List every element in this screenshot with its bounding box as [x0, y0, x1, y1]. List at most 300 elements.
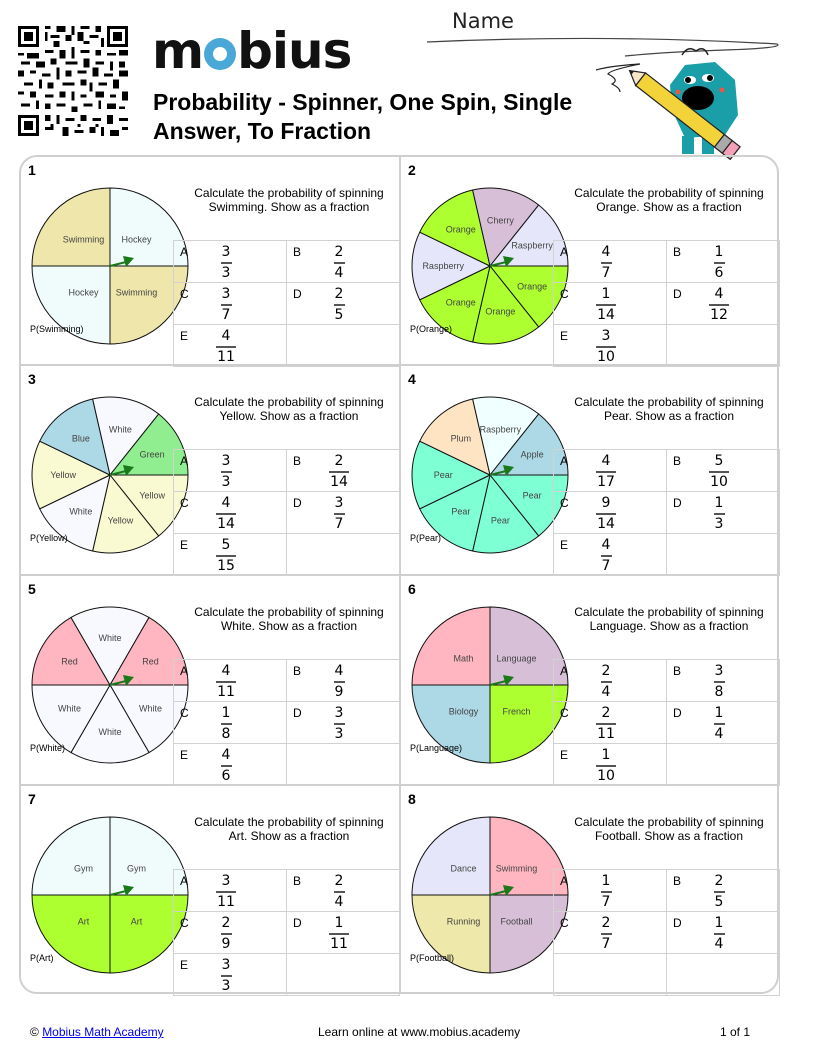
- option-letter: C: [180, 287, 189, 301]
- question-card: [21, 576, 401, 786]
- fraction-denominator: 11: [217, 683, 235, 700]
- fraction-numerator: 9: [601, 495, 611, 511]
- question-number: 3: [28, 371, 36, 387]
- spinner-slice-label: Swimming: [115, 287, 158, 298]
- answer-option-e[interactable]: [174, 534, 287, 576]
- fraction: [705, 873, 733, 910]
- fraction: [705, 663, 733, 700]
- answer-option-b[interactable]: [667, 660, 780, 702]
- fraction: [705, 705, 733, 742]
- fraction: [325, 705, 353, 742]
- answer-option-b[interactable]: [667, 870, 780, 912]
- option-letter: C: [560, 496, 569, 510]
- fraction-numerator: 3: [221, 244, 231, 260]
- option-letter: A: [180, 454, 189, 468]
- answer-option-b[interactable]: [287, 870, 400, 912]
- fraction-numerator: 1: [714, 705, 724, 721]
- fraction: [212, 747, 240, 784]
- fraction: [592, 747, 620, 784]
- question-text: Calculate the probability of spinning Yellow. Show as a fraction: [194, 395, 384, 423]
- empty-answer-cell: [287, 744, 400, 786]
- question-number: 1: [28, 162, 36, 178]
- empty-answer-cell: [667, 534, 780, 576]
- spinner-slice-label: Yellow: [107, 515, 134, 526]
- fraction-denominator: 5: [714, 893, 724, 910]
- fraction-denominator: 7: [221, 306, 231, 323]
- spinner-slice-label: Orange: [445, 297, 476, 308]
- option-letter: B: [673, 454, 682, 468]
- spinner-slice-label: Raspberry: [479, 424, 522, 435]
- fraction-numerator: 1: [714, 915, 724, 931]
- question-card: [401, 366, 779, 576]
- fraction-numerator: 4: [221, 495, 231, 511]
- fraction-numerator: 2: [221, 915, 231, 931]
- option-letter: A: [560, 245, 569, 259]
- fraction-numerator: 2: [601, 705, 611, 721]
- probability-label: P(Language): [410, 743, 463, 753]
- spinner-slice-label: Red: [61, 656, 78, 667]
- fraction-denominator: 8: [714, 683, 724, 700]
- probability-label: P(Pear): [410, 533, 442, 543]
- mobius-logo: m bius: [152, 22, 352, 80]
- empty-answer-cell: [287, 954, 400, 996]
- fraction-denominator: 7: [334, 515, 344, 532]
- spinner-slice-label: Yellow: [139, 490, 166, 501]
- spinner-slice-label: Orange: [445, 224, 476, 235]
- fraction-numerator: 4: [221, 747, 231, 763]
- option-letter: D: [293, 916, 302, 930]
- answer-option-d[interactable]: [667, 912, 780, 954]
- fraction: [212, 286, 240, 323]
- fraction: [325, 873, 353, 910]
- spinner-slice-label: Swimming: [62, 234, 105, 245]
- spinner-slice-label: Blue: [71, 433, 90, 444]
- fraction: [705, 286, 733, 323]
- fraction: [212, 873, 240, 910]
- empty-answer-cell: [554, 954, 667, 996]
- option-letter: A: [560, 874, 569, 888]
- answer-option-a[interactable]: [174, 660, 287, 702]
- fraction-numerator: 2: [601, 663, 611, 679]
- answer-options-table: [553, 659, 780, 786]
- option-letter: E: [560, 329, 569, 343]
- fraction-numerator: 4: [601, 537, 611, 553]
- question-number: 6: [408, 581, 416, 597]
- fraction: [592, 495, 620, 532]
- spinner-slice-label: Swimming: [495, 863, 538, 874]
- fraction-denominator: 3: [714, 515, 724, 532]
- fraction-denominator: 8: [221, 725, 231, 742]
- fraction-denominator: 11: [597, 725, 615, 742]
- question-number: 2: [408, 162, 416, 178]
- fraction: [592, 705, 620, 742]
- question-text: Calculate the probability of spinning Language. Show as a fraction: [574, 605, 764, 633]
- answer-option-d[interactable]: [287, 492, 400, 534]
- logo-o-icon: [204, 38, 236, 70]
- spinner-pie: [409, 604, 571, 766]
- spinner-slice-label: Art: [77, 916, 90, 927]
- fraction-numerator: 2: [334, 453, 344, 469]
- spinner-slice-label: Raspberry: [422, 261, 464, 271]
- mascot-illustration: [590, 40, 770, 160]
- answer-option-b[interactable]: [287, 660, 400, 702]
- option-letter: B: [673, 664, 682, 678]
- fraction: [212, 957, 240, 994]
- question-card: [21, 157, 401, 367]
- answer-option-a[interactable]: [174, 870, 287, 912]
- spinner-slice-label: Football: [500, 916, 533, 927]
- answer-option-a[interactable]: [554, 241, 667, 283]
- answer-option-e[interactable]: [174, 744, 287, 786]
- fraction: [592, 453, 620, 490]
- option-letter: B: [293, 245, 302, 259]
- empty-answer-cell: [287, 325, 400, 367]
- fraction-denominator: 10: [597, 348, 615, 365]
- question-text: Calculate the probability of spinning White. Show as a fraction: [194, 605, 384, 633]
- option-letter: D: [293, 706, 302, 720]
- spinner-slice-label: Biology: [448, 706, 479, 717]
- fraction-numerator: 3: [714, 663, 724, 679]
- answer-option-c[interactable]: [174, 912, 287, 954]
- spinner-slice-label: White: [98, 633, 122, 644]
- fraction: [325, 663, 353, 700]
- answer-option-d[interactable]: [667, 492, 780, 534]
- probability-label: P(Yellow): [30, 533, 68, 543]
- fraction: [705, 244, 733, 281]
- question-number: 8: [408, 791, 416, 807]
- spinner-slice-label: Red: [142, 656, 159, 667]
- spinner-slice-label: Hockey: [121, 234, 152, 245]
- option-letter: E: [180, 329, 189, 343]
- fraction-denominator: 17: [597, 473, 615, 490]
- option-letter: E: [180, 538, 189, 552]
- fraction: [592, 873, 620, 910]
- fraction: [705, 495, 733, 532]
- fraction-denominator: 4: [601, 683, 611, 700]
- option-letter: B: [673, 245, 682, 259]
- spinner-slice-label: Pear: [490, 515, 510, 526]
- fraction-numerator: 3: [221, 873, 231, 889]
- fraction-denominator: 9: [221, 935, 231, 952]
- empty-answer-cell: [667, 954, 780, 996]
- spinner-slice-label: French: [502, 706, 531, 717]
- empty-answer-cell: [667, 744, 780, 786]
- fraction-denominator: 10: [597, 767, 615, 784]
- spinner-slice-label: White: [139, 703, 163, 714]
- fraction-denominator: 3: [334, 725, 344, 742]
- answer-options-table: [553, 240, 780, 367]
- fraction-denominator: 4: [714, 935, 724, 952]
- answer-option-e[interactable]: [554, 534, 667, 576]
- fraction-numerator: 4: [714, 286, 724, 302]
- spinner-slice-label: Dance: [450, 863, 477, 874]
- spinner-pie: [29, 185, 191, 347]
- fraction-numerator: 4: [221, 663, 231, 679]
- mobius-academy-link[interactable]: Mobius Math Academy: [42, 1025, 164, 1039]
- fraction: [592, 915, 620, 952]
- spinner-slice-label: Plum: [450, 433, 472, 444]
- question-number: 7: [28, 791, 36, 807]
- fraction-denominator: 6: [714, 264, 724, 281]
- fraction-numerator: 3: [334, 705, 344, 721]
- fraction-denominator: 11: [217, 348, 235, 365]
- option-letter: B: [293, 874, 302, 888]
- fraction-numerator: 1: [334, 915, 344, 931]
- fraction: [592, 328, 620, 365]
- fraction-numerator: 4: [221, 328, 231, 344]
- fraction-denominator: 11: [330, 935, 348, 952]
- spinner-slice-label: Pear: [451, 506, 471, 517]
- fraction-denominator: 3: [221, 264, 231, 281]
- option-letter: A: [560, 664, 569, 678]
- fraction-numerator: 5: [221, 537, 231, 553]
- fraction: [592, 537, 620, 574]
- spinner-slice-label: Pear: [433, 470, 453, 480]
- fraction: [212, 495, 240, 532]
- fraction-numerator: 4: [601, 244, 611, 260]
- option-letter: D: [673, 496, 682, 510]
- option-letter: D: [673, 706, 682, 720]
- question-text: Calculate the probability of spinning Art. Show as a fraction: [194, 815, 384, 843]
- fraction-numerator: 3: [221, 453, 231, 469]
- fraction: [705, 453, 733, 490]
- answer-option-c[interactable]: [554, 492, 667, 534]
- fraction-numerator: 2: [334, 286, 344, 302]
- fraction: [212, 328, 240, 365]
- option-letter: B: [293, 454, 302, 468]
- answer-options-table: [173, 449, 400, 576]
- spinner-slice-label: Gym: [126, 863, 146, 874]
- fraction: [212, 705, 240, 742]
- answer-option-e[interactable]: [554, 744, 667, 786]
- answer-options-table: [173, 869, 400, 996]
- option-letter: E: [180, 748, 189, 762]
- spinner-pie: [29, 604, 191, 766]
- spinner-slice-label: Yellow: [50, 470, 77, 480]
- answer-option-d[interactable]: [667, 283, 780, 325]
- option-letter: D: [673, 916, 682, 930]
- spinner-slice-label: Orange: [517, 281, 548, 292]
- spinner-slice-label: White: [57, 703, 81, 714]
- spinner-pie: [29, 814, 191, 976]
- answer-option-c[interactable]: [554, 912, 667, 954]
- answer-option-d[interactable]: [667, 702, 780, 744]
- option-letter: B: [673, 874, 682, 888]
- question-text: Calculate the probability of spinning Football. Show as a fraction: [574, 815, 764, 843]
- fraction-denominator: 6: [221, 767, 231, 784]
- option-letter: A: [560, 454, 569, 468]
- fraction-denominator: 14: [597, 306, 615, 323]
- fraction-numerator: 1: [714, 495, 724, 511]
- answer-option-c[interactable]: [174, 702, 287, 744]
- fraction: [325, 495, 353, 532]
- spinner-slice-label: Pear: [522, 490, 542, 501]
- fraction-denominator: 4: [334, 893, 344, 910]
- question-number: 5: [28, 581, 36, 597]
- fraction-numerator: 3: [601, 328, 611, 344]
- fraction-denominator: 11: [217, 893, 235, 910]
- option-letter: A: [180, 664, 189, 678]
- fraction: [212, 244, 240, 281]
- question-text: Calculate the probability of spinning Pear. Show as a fraction: [574, 395, 764, 423]
- fraction-denominator: 10: [710, 473, 728, 490]
- spinner-slice-label: Apple: [520, 449, 544, 460]
- fraction-denominator: 7: [601, 935, 611, 952]
- spinner-pie: [409, 814, 571, 976]
- fraction-numerator: 3: [334, 495, 344, 511]
- fraction-numerator: 2: [601, 915, 611, 931]
- answer-option-a[interactable]: [554, 660, 667, 702]
- spinner-slice: [412, 817, 490, 895]
- answer-option-c[interactable]: [554, 702, 667, 744]
- fraction: [325, 453, 353, 490]
- page-title: Probability - Spinner, One Spin, Single Answer, To Fraction: [153, 89, 573, 144]
- spinner-slice: [32, 817, 110, 895]
- qr-code: [17, 26, 129, 136]
- probability-label: P(White): [30, 743, 66, 753]
- fraction-denominator: 14: [597, 515, 615, 532]
- spinner-slice-label: Gym: [74, 863, 94, 874]
- option-letter: D: [293, 287, 302, 301]
- spinner-slice-label: Math: [453, 653, 474, 664]
- question-card: [401, 157, 779, 367]
- spinner-slice-label: White: [98, 726, 122, 737]
- fraction-denominator: 14: [217, 515, 235, 532]
- answer-options-table: [553, 449, 780, 576]
- answer-option-d[interactable]: [287, 283, 400, 325]
- footer-copyright: [30, 1025, 164, 1039]
- answer-option-a[interactable]: [554, 870, 667, 912]
- fraction: [705, 915, 733, 952]
- answer-option-a[interactable]: [554, 450, 667, 492]
- probability-label: P(Art): [30, 953, 54, 963]
- spinner-slice-label: Language: [496, 653, 537, 664]
- empty-answer-cell: [667, 325, 780, 367]
- question-number: 4: [408, 371, 416, 387]
- fraction-denominator: 7: [601, 893, 611, 910]
- fraction-numerator: 2: [334, 873, 344, 889]
- fraction: [212, 663, 240, 700]
- answer-option-b[interactable]: [287, 450, 400, 492]
- question-text: Calculate the probability of spinning Swimming. Show as a fraction: [194, 186, 384, 214]
- probability-label: P(Swimming): [30, 324, 84, 334]
- page-number: 1 of 1: [720, 1025, 751, 1039]
- answer-options-table: [173, 659, 400, 786]
- fraction-denominator: 3: [221, 473, 231, 490]
- footer-learn-online: Learn online at www.mobius.academy: [318, 1025, 521, 1039]
- spinner-slice-label: Cherry: [486, 215, 514, 226]
- fraction-numerator: 1: [221, 705, 231, 721]
- spinner-slice-label: Hockey: [68, 287, 99, 298]
- fraction-denominator: 12: [710, 306, 728, 323]
- fraction-numerator: 1: [601, 286, 611, 302]
- spinner-slice-label: White: [108, 424, 132, 435]
- fraction-denominator: 4: [334, 264, 344, 281]
- option-letter: D: [673, 287, 682, 301]
- fraction-denominator: 7: [601, 557, 611, 574]
- answer-option-c[interactable]: [554, 283, 667, 325]
- probability-label: P(Orange): [410, 324, 453, 334]
- option-letter: C: [180, 916, 189, 930]
- answer-options-table: [553, 869, 780, 996]
- answer-option-c[interactable]: [174, 492, 287, 534]
- spinner-slice-label: Raspberry: [511, 240, 553, 251]
- option-letter: C: [180, 706, 189, 720]
- question-card: [21, 366, 401, 576]
- spinner-slice-label: Art: [130, 916, 143, 927]
- spinner-slice: [32, 188, 110, 266]
- answer-option-e[interactable]: [174, 325, 287, 367]
- answer-option-e[interactable]: [174, 954, 287, 996]
- spinner-pie: [409, 185, 571, 347]
- option-letter: A: [180, 245, 189, 259]
- fraction: [592, 663, 620, 700]
- question-card: [401, 576, 779, 786]
- fraction: [212, 537, 240, 574]
- option-letter: C: [560, 916, 569, 930]
- fraction: [592, 286, 620, 323]
- option-letter: E: [560, 748, 569, 762]
- option-letter: C: [560, 287, 569, 301]
- fraction-denominator: 4: [714, 725, 724, 742]
- question-card: [21, 786, 401, 996]
- spinner-slice: [412, 607, 490, 685]
- option-letter: A: [180, 874, 189, 888]
- answer-options-table: [173, 240, 400, 367]
- question-card: [401, 786, 779, 996]
- fraction-numerator: 2: [334, 244, 344, 260]
- option-letter: B: [293, 664, 302, 678]
- answer-option-d[interactable]: [287, 912, 400, 954]
- fraction-numerator: 2: [714, 873, 724, 889]
- fraction-numerator: 1: [601, 873, 611, 889]
- fraction-numerator: 4: [601, 453, 611, 469]
- answer-option-b[interactable]: [667, 450, 780, 492]
- fraction: [212, 915, 240, 952]
- fraction-numerator: 5: [714, 453, 724, 469]
- fraction-numerator: 1: [714, 244, 724, 260]
- answer-option-a[interactable]: [174, 450, 287, 492]
- fraction-denominator: 14: [330, 473, 348, 490]
- spinner-slice-label: White: [69, 506, 93, 517]
- fraction-denominator: 7: [601, 264, 611, 281]
- fraction-numerator: 3: [221, 957, 231, 973]
- option-letter: E: [180, 958, 189, 972]
- fraction-denominator: 9: [334, 683, 344, 700]
- answer-option-d[interactable]: [287, 702, 400, 744]
- fraction-numerator: 1: [601, 747, 611, 763]
- question-text: Calculate the probability of spinning Orange. Show as a fraction: [574, 186, 764, 214]
- option-letter: D: [293, 496, 302, 510]
- spinner-pie: [29, 394, 191, 556]
- probability-label: P(Football): [410, 953, 455, 963]
- answer-option-b[interactable]: [667, 241, 780, 283]
- fraction: [325, 915, 353, 952]
- fraction: [325, 244, 353, 281]
- spinner-slice-label: Running: [446, 916, 481, 927]
- answer-option-b[interactable]: [287, 241, 400, 283]
- fraction: [325, 286, 353, 323]
- fraction: [592, 244, 620, 281]
- answer-option-a[interactable]: [174, 241, 287, 283]
- name-label: Name: [452, 9, 514, 33]
- answer-option-e[interactable]: [554, 325, 667, 367]
- option-letter: C: [180, 496, 189, 510]
- option-letter: C: [560, 706, 569, 720]
- fraction-numerator: 4: [334, 663, 344, 679]
- answer-option-c[interactable]: [174, 283, 287, 325]
- spinner-slice-label: Orange: [485, 306, 516, 317]
